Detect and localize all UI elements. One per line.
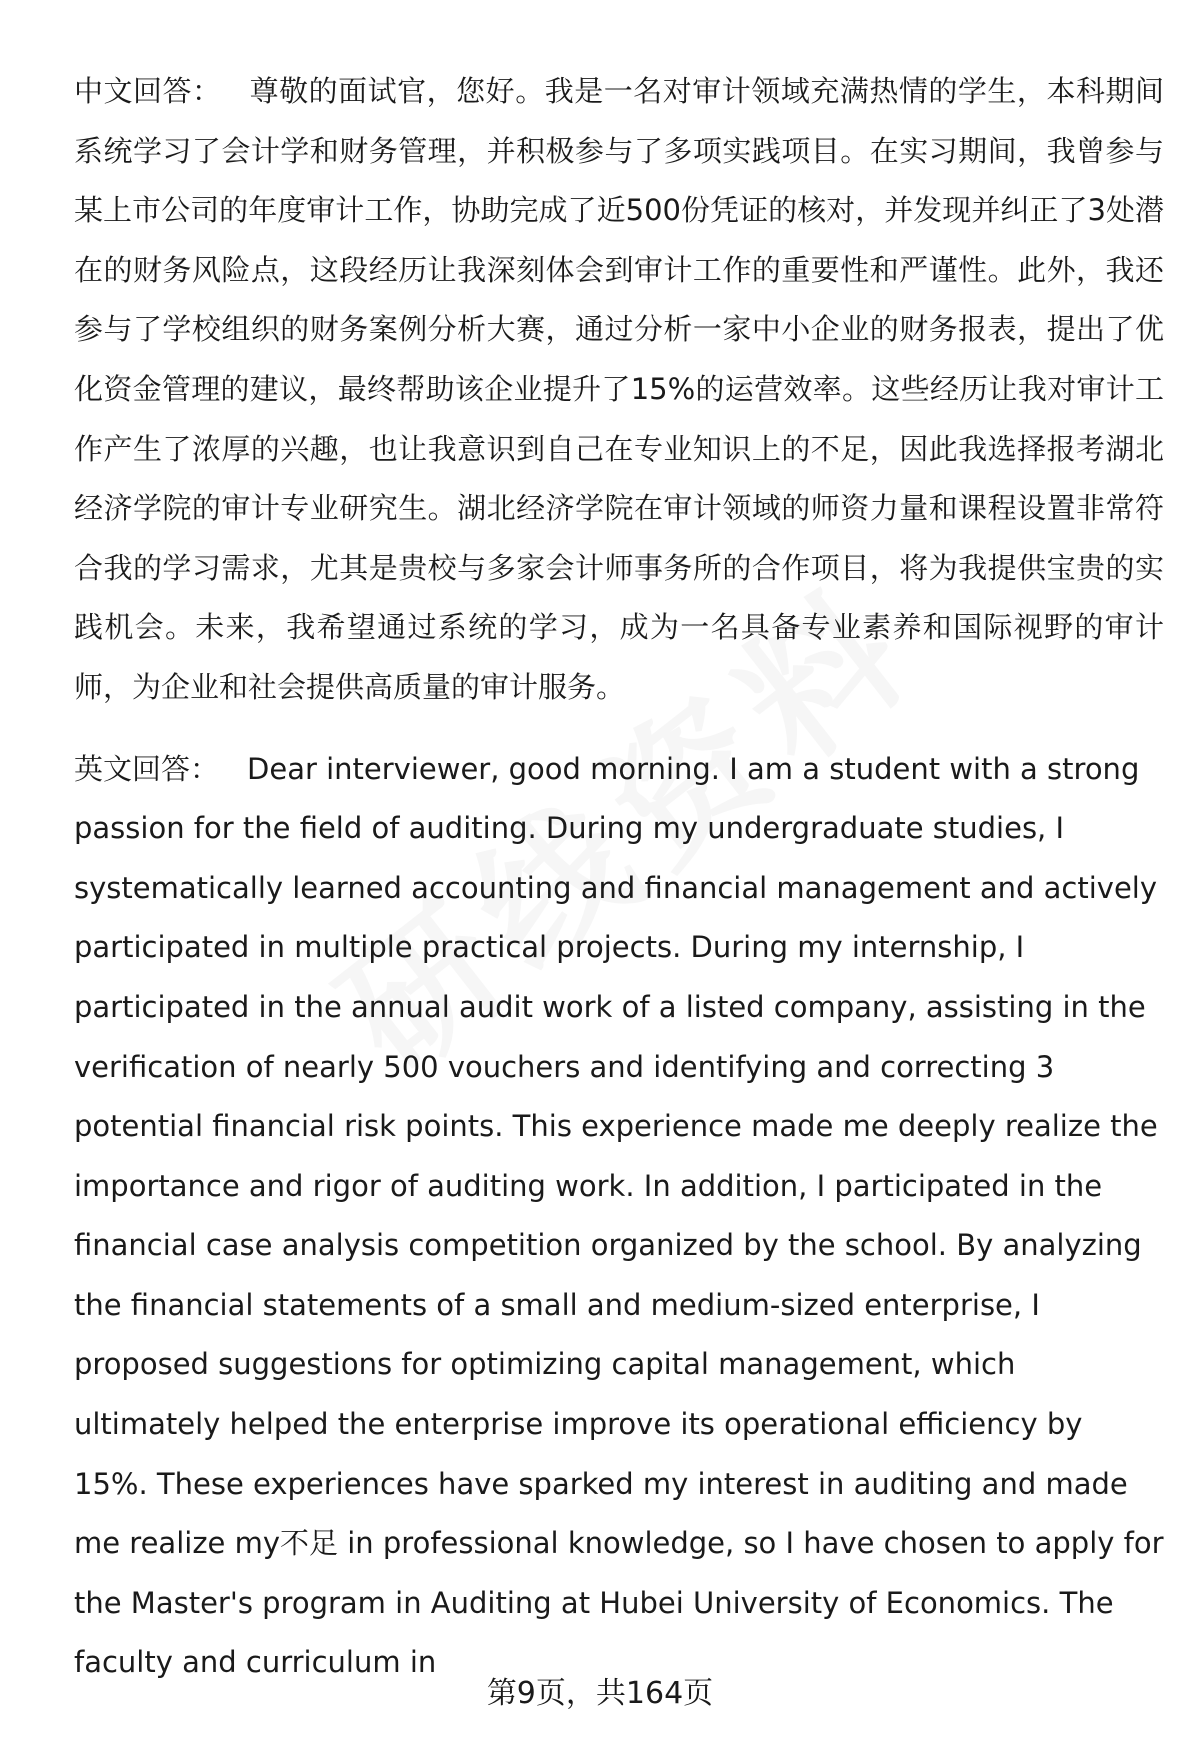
english-answer-text: Dear interviewer, good morning. I am a student with a strong passion for the field of auditing. During my undergraduate studies, I systematically learned accounting and financial management and actively participated in multiple practical projects. During my internship, I participated in the annual audit work of a listed company, assisting in the verification of nearly 500 vouchers and identifying and correcting 3 potential financial risk points. This experience made me deeply realize the importance and rigor of auditing work. In addition, I participated in the financial case analysis competition organized by the school. By analyzing the financial statements of a small and medium-sized enterprise, I proposed suggestions for optimizing capital management, which ultimately helped the enterprise improve its operational efficiency by 15%. These experiences have sparked my interest in auditing and made me realize my不足 in professional knowledge, so I have chosen to apply for the Master's program in Auditing at Hubei University of Economics. The faculty and curriculum in — [74, 751, 1164, 1680]
page-content — [74, 62, 1164, 1693]
chinese-answer-label: 中文回答： — [74, 74, 222, 108]
chinese-answer-text: 尊敬的面试官，您好。我是一名对审计领域充满热情的学生，本科期间系统学习了会计学和财务管理，并积极参与了多项实践项目。在实习期间，我曾参与某上市公司的年度审计工作，协助完成了近500份凭证的核对，并发现并纠正了3处潜在的财务风险点，这段经历让我深刻体会到审计工作的重要性和严谨性。此外，我还参与了学校组织的财务案例分析大赛，通过分析一家中小企业的财务报表，提出了优化资金管理的建议，最终帮助该企业提升了15%的运营效率。这些经历让我对审计工作产生了浓厚的兴趣，也让我意识到自己在专业知识上的不足，因此我选择报考湖北经济学院的审计专业研究生。湖北经济学院在审计领域的师资力量和课程设置非常符合我的学习需求，尤其是贵校与多家会计师事务所的合作项目，将为我提供宝贵的实践机会。未来，我希望通过系统的学习，成为一名具备专业素养和国际视野的审计师，为企业和社会提供高质量的审计服务。 — [74, 74, 1164, 704]
page-number-footer: 第9页，共164页 — [486, 1676, 714, 1711]
english-answer-label: 英文回答： — [74, 751, 220, 786]
chinese-answer-paragraph — [74, 62, 1164, 718]
english-answer-paragraph — [74, 740, 1164, 1694]
